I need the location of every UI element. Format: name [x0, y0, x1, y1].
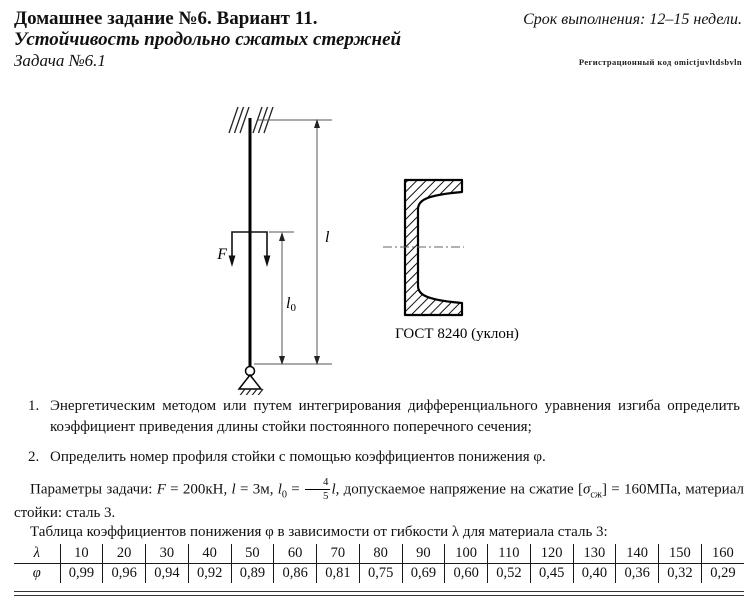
phi-value: 0,40: [573, 564, 616, 584]
phi-row: [14, 564, 744, 584]
params-tail: ] = 160МПа, материал стойки: сталь 3.: [14, 481, 744, 522]
var-sigma: σ: [582, 481, 591, 498]
lambda-header: λ: [14, 544, 60, 564]
phi-lambda-table: [14, 544, 744, 583]
deadline-text: Срок выполнения: 12–15 недели.: [523, 11, 742, 28]
registration-code: Регистрационный код omictjuvltdsbvln: [578, 57, 742, 67]
header-title-block: [14, 8, 401, 71]
fraction-numerator: 4: [305, 477, 330, 490]
params-mid: , допускаемое напряжение на сжатие [: [335, 481, 583, 498]
task-list: [14, 396, 740, 477]
force-f-label: F: [217, 246, 227, 263]
task-2-number: 2.: [28, 449, 40, 465]
lambda-value: 60: [274, 544, 317, 564]
lambda-value: 70: [317, 544, 360, 564]
section-caption: ГОСТ 8240 (уклон): [395, 326, 519, 342]
page-end-double-rule: [14, 591, 744, 596]
header-right-block: [523, 10, 742, 67]
lambda-value: 30: [146, 544, 189, 564]
phi-value: 0,52: [488, 564, 531, 584]
column-scheme-figure: [180, 95, 560, 395]
var-l: l: [231, 481, 236, 498]
fraction-denominator: 5: [323, 489, 329, 502]
length-l-label: l: [325, 229, 330, 246]
phi-value: 0,96: [103, 564, 146, 584]
lambda-value: 120: [530, 544, 573, 564]
lambda-value: 50: [231, 544, 274, 564]
length-l0-label: l0: [286, 295, 296, 314]
phi-value: 0,99: [60, 564, 103, 584]
phi-value: 0,75: [359, 564, 402, 584]
params-l0-eq: =: [287, 481, 305, 498]
lambda-value: 110: [488, 544, 531, 564]
length-l-dimension: [314, 119, 320, 365]
force-arrow-icon: [264, 256, 271, 268]
lambda-value: 90: [402, 544, 445, 564]
task-item-2: [14, 447, 740, 468]
phi-value: 0,36: [616, 564, 659, 584]
var-l0-sub: 0: [281, 489, 288, 501]
pinned-support-icon: [238, 367, 263, 396]
assignment-title: Домашнее задание №6. Вариант 11.: [14, 8, 318, 29]
phi-value: 0,92: [188, 564, 231, 584]
lambda-value: 140: [616, 544, 659, 564]
var-sigma-sub: сж: [590, 489, 602, 501]
lambda-value: 10: [60, 544, 103, 564]
params-lead: Параметры задачи:: [30, 481, 157, 498]
parameters-paragraph: [14, 477, 744, 523]
assignment-subtitle: Устойчивость продольно сжатых стержней: [14, 29, 402, 50]
table-caption: Таблица коэффициентов понижения φ в зависимости от гибкости λ для материала сталь 3:: [30, 524, 608, 541]
phi-value: 0,60: [445, 564, 488, 584]
lambda-value: 100: [445, 544, 488, 564]
task-1-number: 1.: [28, 398, 40, 414]
lambda-value: 20: [103, 544, 146, 564]
length-l0-dimension: [279, 232, 285, 365]
lambda-row: [14, 544, 744, 564]
lambda-value: 150: [659, 544, 702, 564]
phi-value: 0,32: [659, 564, 702, 584]
phi-value: 0,69: [402, 564, 445, 584]
problem-number: Задача №6.1: [14, 51, 106, 70]
phi-value: 0,89: [231, 564, 274, 584]
task-item-1: [14, 396, 740, 438]
params-f-eq: = 200кН,: [165, 481, 232, 498]
lambda-value: 80: [359, 544, 402, 564]
fraction-four-fifths: [305, 477, 330, 502]
phi-value: 0,81: [317, 564, 360, 584]
params-l-eq: = 3м,: [235, 481, 278, 498]
lambda-value: 130: [573, 544, 616, 564]
phi-value: 0,94: [146, 564, 189, 584]
phi-value: 0,45: [530, 564, 573, 584]
phi-value: 0,86: [274, 564, 317, 584]
force-arrow-icon: [229, 256, 236, 268]
lambda-value: 40: [188, 544, 231, 564]
task-2-text: Определить номер профиля стойки с помощью коэффициентов понижения φ.: [50, 449, 546, 465]
var-F: F: [156, 481, 166, 498]
phi-value: 0,29: [701, 564, 744, 584]
lambda-value: 160: [701, 544, 744, 564]
var-l0: l: [277, 481, 282, 498]
phi-header: φ: [32, 565, 41, 582]
task-1-text: Энергетическим методом или путем интегрирования дифференциального уравнения изгиба определить коэффициент приведения длины стойки постоянного поперечного сечения;: [50, 398, 740, 435]
frac-var-l: l: [331, 481, 336, 498]
lower-block: [14, 477, 744, 596]
